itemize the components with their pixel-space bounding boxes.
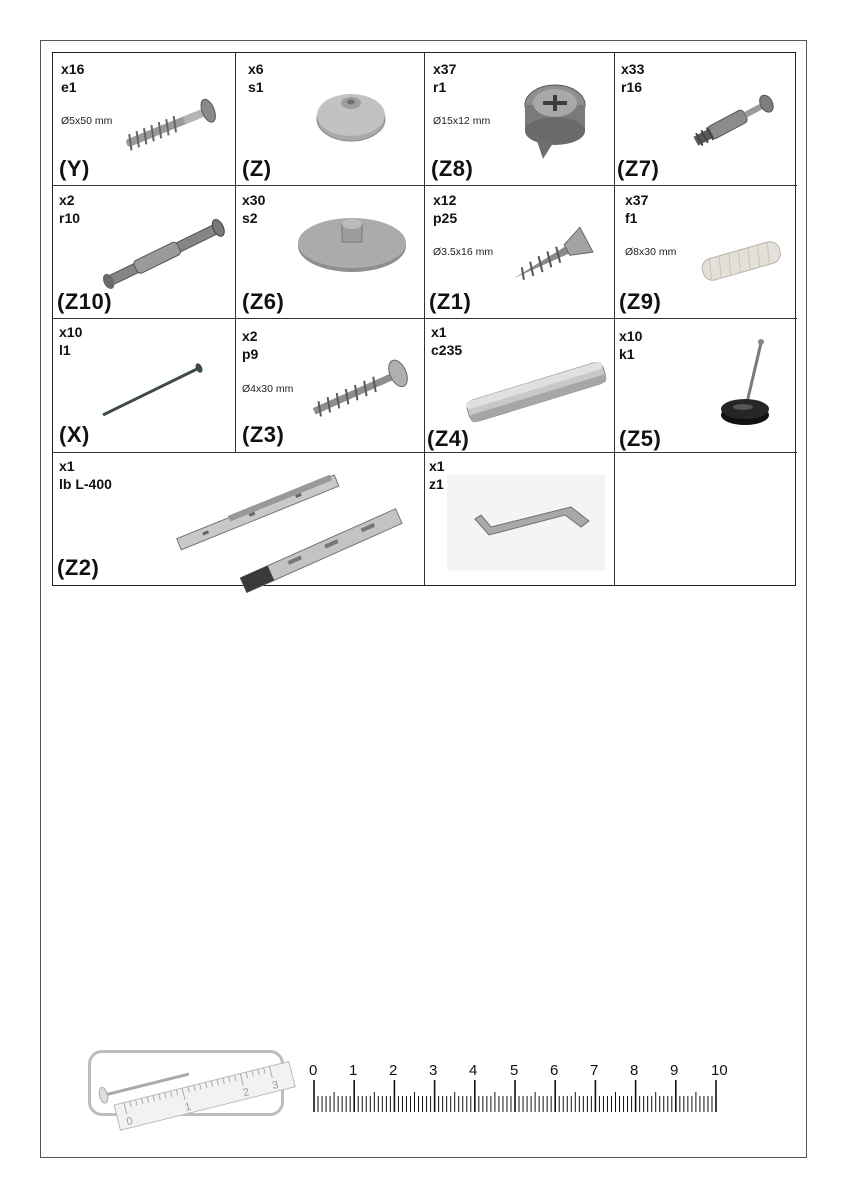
part-quantity: x2 xyxy=(59,192,75,208)
part-cell-z xyxy=(236,53,425,186)
part-label: (Z10) xyxy=(57,289,113,314)
part-code: l1 xyxy=(59,342,71,358)
nail-icon xyxy=(97,359,207,419)
ruler-number: 8 xyxy=(630,1062,639,1079)
empty-cell xyxy=(615,453,797,585)
part-cell-z4 xyxy=(425,319,615,453)
part-quantity: x37 xyxy=(625,192,649,208)
part-label: (Z1) xyxy=(429,289,472,314)
part-cell-z10 xyxy=(53,186,236,319)
part-code: z1 xyxy=(429,476,444,492)
part-label: (Z7) xyxy=(617,156,660,181)
drawer-slide-icon xyxy=(165,459,395,579)
part-cell-z7 xyxy=(615,53,797,186)
part-cell-z1-allen-key xyxy=(425,453,615,585)
part-quantity: x1 xyxy=(431,324,447,340)
large-cap-cover-icon xyxy=(292,212,412,276)
part-code: lb L-400 xyxy=(59,476,112,492)
wood-screw-icon xyxy=(499,222,605,294)
part-cell-z6 xyxy=(236,186,425,319)
part-quantity: x2 xyxy=(242,328,258,344)
ruler-number: 1 xyxy=(349,1062,358,1079)
part-dimension: Ø8x30 mm xyxy=(625,246,677,258)
confirmat-screw-icon xyxy=(113,91,231,159)
part-quantity: x10 xyxy=(59,324,83,340)
part-dimension: Ø15x12 mm xyxy=(433,115,491,127)
parts-table xyxy=(52,52,796,586)
cam-lock-icon xyxy=(513,77,593,163)
wooden-dowel-icon xyxy=(695,232,787,288)
part-code: r10 xyxy=(59,210,81,226)
ruler-sample-illustration xyxy=(88,1050,284,1129)
long-connector-bolt-icon xyxy=(93,216,233,296)
part-cell-z9 xyxy=(615,186,797,319)
part-cell-z2 xyxy=(53,453,425,585)
part-code: e1 xyxy=(61,79,77,95)
sample-ruler-number: 0 xyxy=(125,1115,135,1129)
part-code: c235 xyxy=(431,342,463,358)
pan-head-screw-icon xyxy=(302,355,420,427)
part-quantity: x6 xyxy=(248,61,264,77)
part-label: (Z8) xyxy=(431,156,474,181)
part-label: (Z) xyxy=(242,156,272,181)
part-quantity: x10 xyxy=(619,328,643,344)
part-cell-z3 xyxy=(236,319,425,453)
part-cell-x xyxy=(53,319,236,453)
part-code: r16 xyxy=(621,79,643,95)
part-label: (Y) xyxy=(59,156,90,181)
allen-key-icon xyxy=(447,475,605,571)
sample-ruler-number: 3 xyxy=(270,1078,280,1093)
part-code: p25 xyxy=(433,210,458,226)
ruler-number: 5 xyxy=(510,1062,519,1079)
sample-screw-on-ruler-icon xyxy=(91,1053,281,1129)
part-dimension: Ø3.5x16 mm xyxy=(433,246,494,258)
part-code: s2 xyxy=(242,210,258,226)
part-cell-y xyxy=(53,53,236,186)
ruler-number: 10 xyxy=(711,1062,728,1079)
part-code: k1 xyxy=(619,346,635,362)
part-label: (Z9) xyxy=(619,289,662,314)
part-label: (Z6) xyxy=(242,289,285,314)
part-quantity: x37 xyxy=(433,61,457,77)
ruler-number: 0 xyxy=(309,1062,318,1079)
ruler-number: 7 xyxy=(590,1062,599,1079)
handle-bar-icon xyxy=(461,351,611,431)
connector-bolt-icon xyxy=(677,87,787,157)
ruler-number: 3 xyxy=(429,1062,438,1079)
part-cell-z1 xyxy=(425,186,615,319)
part-dimension: Ø5x50 mm xyxy=(61,115,113,127)
part-quantity: x16 xyxy=(61,61,85,77)
ruler-ticks xyxy=(308,1080,728,1114)
part-label: (Z3) xyxy=(242,422,285,447)
part-quantity: x30 xyxy=(242,192,266,208)
ruler-number: 2 xyxy=(389,1062,398,1079)
ruler-number: 4 xyxy=(469,1062,478,1079)
part-code: f1 xyxy=(625,210,638,226)
part-dimension: Ø4x30 mm xyxy=(242,383,294,395)
part-quantity: x1 xyxy=(429,458,445,474)
part-code: s1 xyxy=(248,79,264,95)
furniture-glide-icon xyxy=(715,335,781,431)
part-quantity: x1 xyxy=(59,458,75,474)
part-cell-z5 xyxy=(615,319,797,453)
part-cell-z8 xyxy=(425,53,615,186)
part-label: (Z4) xyxy=(427,426,470,451)
sample-ruler-number: 2 xyxy=(241,1086,251,1100)
part-quantity: x12 xyxy=(433,192,457,208)
cap-cover-icon xyxy=(306,89,396,149)
ruler-number: 6 xyxy=(550,1062,559,1079)
part-code: p9 xyxy=(242,346,259,362)
sample-ruler-number: 1 xyxy=(183,1100,193,1114)
part-label: (Z2) xyxy=(57,555,100,580)
part-label: (Z5) xyxy=(619,426,662,451)
part-code: r1 xyxy=(433,79,447,95)
part-label: (X) xyxy=(59,422,90,447)
part-quantity: x33 xyxy=(621,61,645,77)
ruler-number: 9 xyxy=(670,1062,679,1079)
